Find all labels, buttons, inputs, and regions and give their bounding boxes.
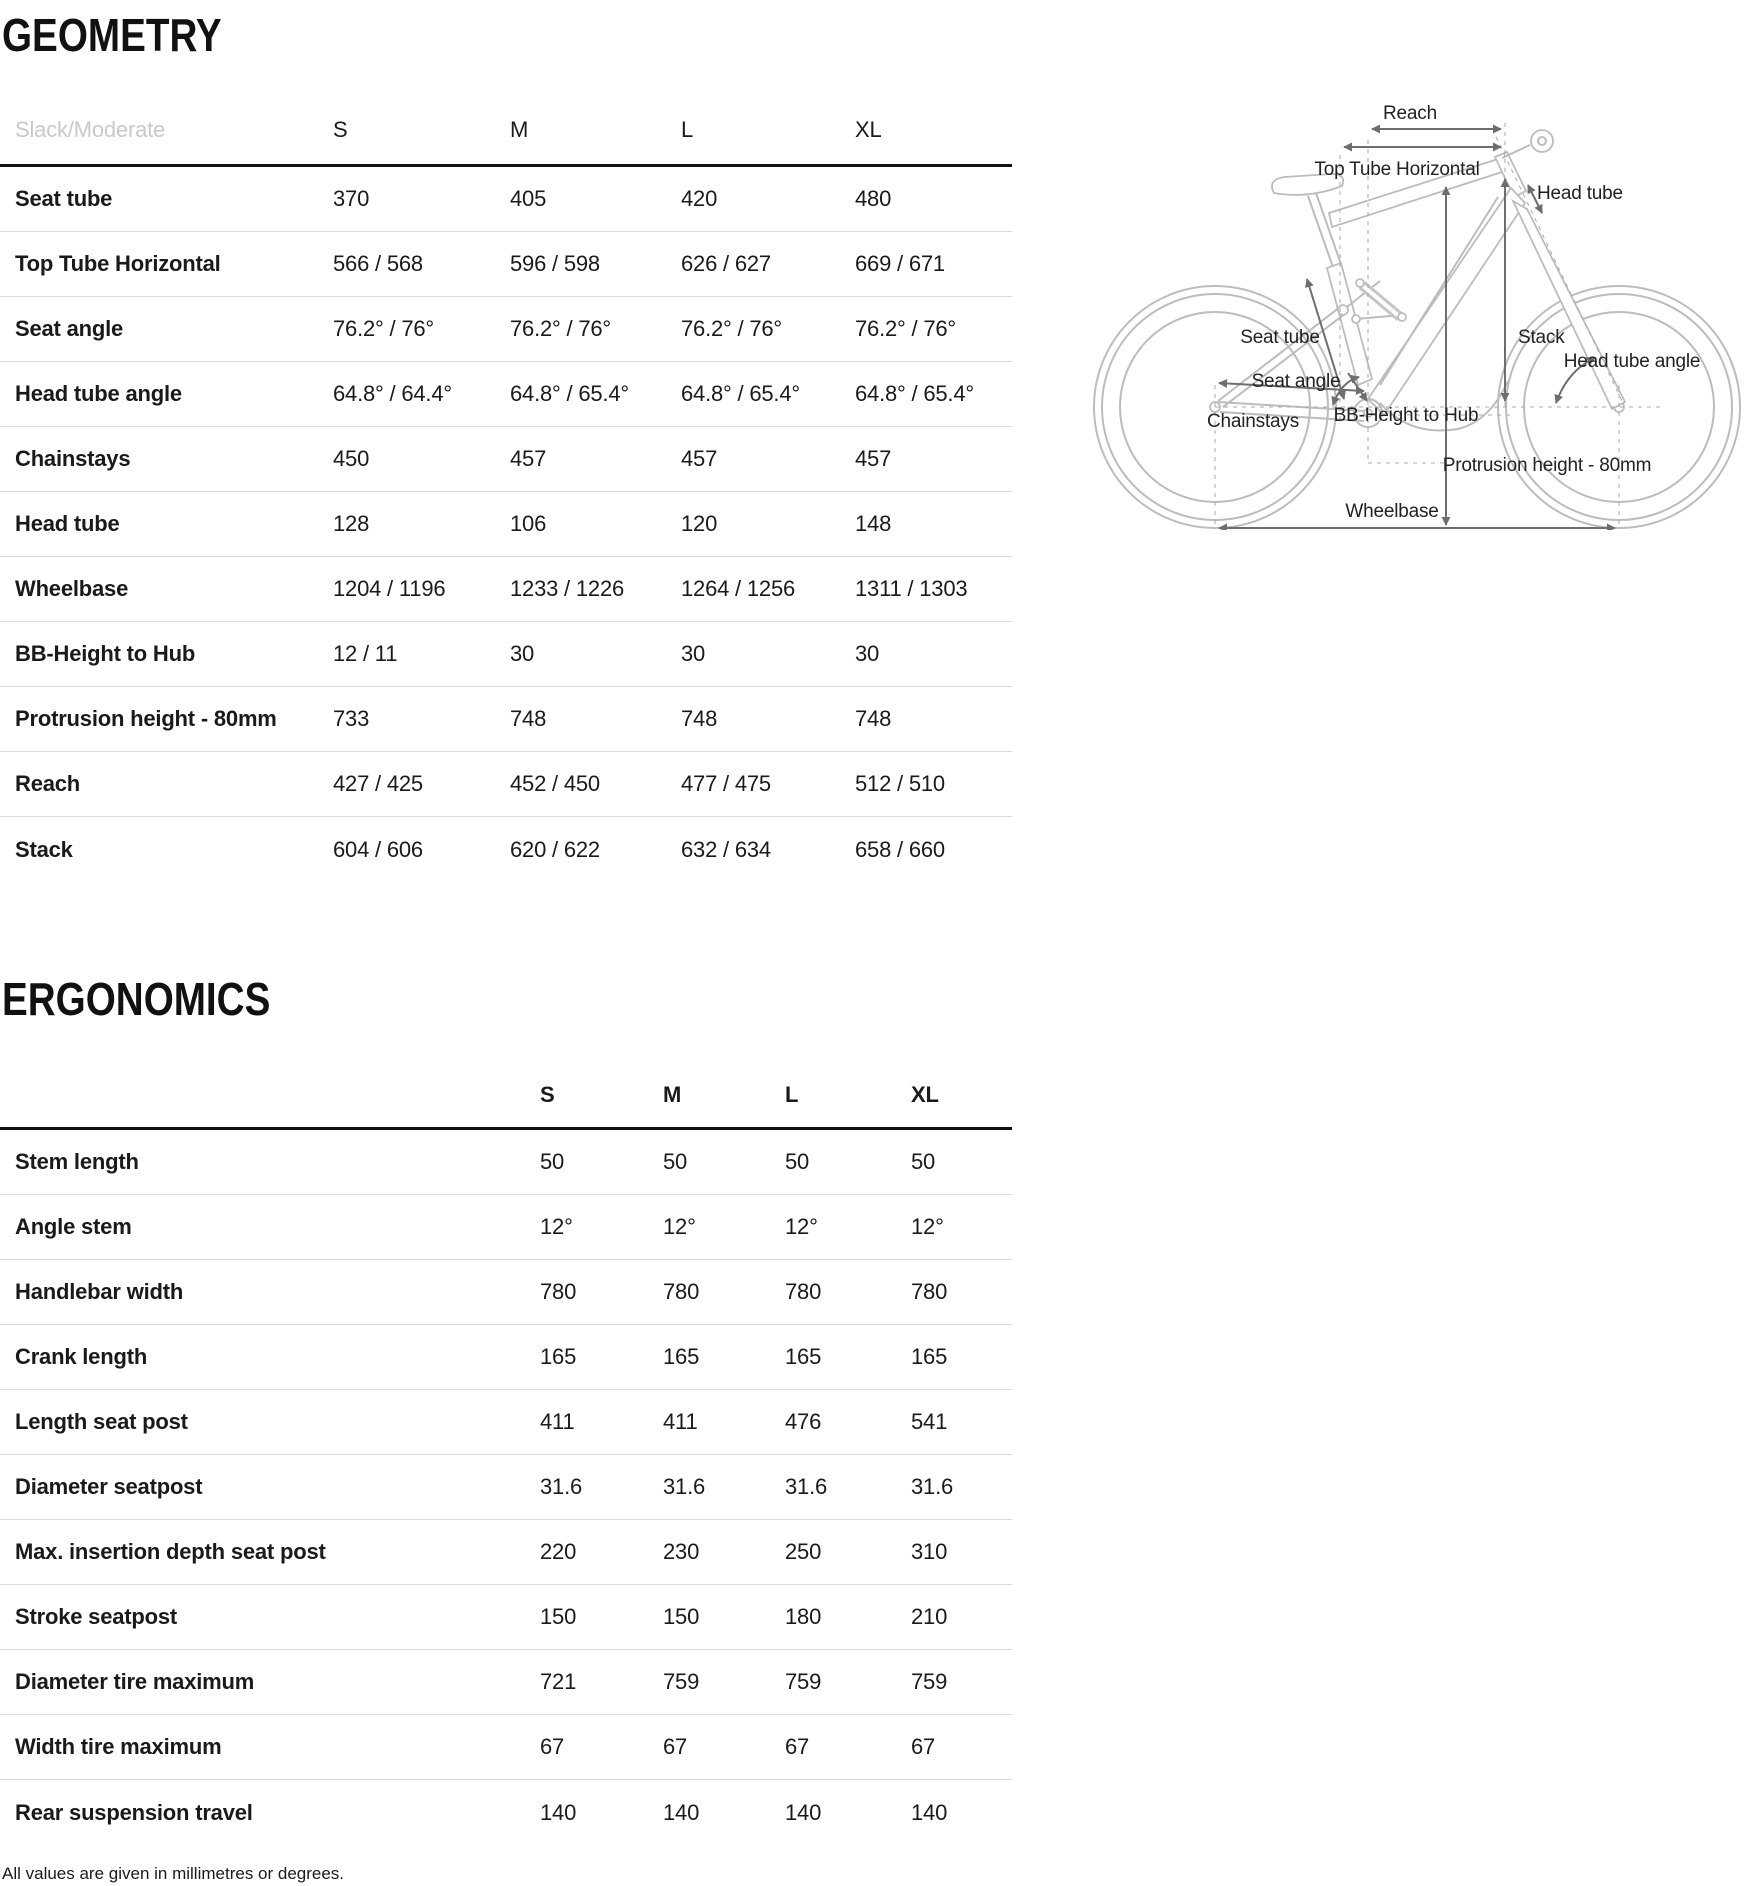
- geometry-section-title: GEOMETRY: [2, 9, 222, 61]
- ergonomics-table: [0, 1062, 1012, 1845]
- row-value-l: 140: [785, 1799, 822, 1825]
- units-footnote: All values are given in millimetres or degrees.: [2, 1864, 345, 1883]
- row-label: Stem length: [15, 1149, 139, 1174]
- row-label: Angle stem: [15, 1214, 132, 1239]
- row-value-l: 120: [681, 511, 718, 536]
- row-value-m: 452 / 450: [510, 771, 600, 796]
- row-value-xl: 50: [911, 1149, 936, 1174]
- row-value-xl: 457: [855, 446, 892, 471]
- row-value-xl: 140: [911, 1799, 948, 1825]
- row-label: Head tube: [15, 511, 120, 536]
- row-label: Crank length: [15, 1344, 148, 1369]
- table-row: [0, 492, 1012, 557]
- row-value-m: 230: [663, 1539, 700, 1564]
- row-value-xl: 31.6: [911, 1474, 954, 1499]
- row-value-m: 30: [510, 641, 535, 666]
- row-label: Width tire maximum: [15, 1734, 222, 1759]
- row-value-s: 370: [333, 186, 370, 211]
- row-label: Wheelbase: [15, 576, 129, 601]
- row-value-l: 165: [785, 1344, 822, 1369]
- table-row: [0, 1455, 1012, 1520]
- row-value-l: 477 / 475: [681, 771, 771, 796]
- row-value-l: 476: [785, 1409, 822, 1434]
- row-value-xl: 165: [911, 1344, 948, 1369]
- table-row: [0, 427, 1012, 492]
- row-value-s: 780: [540, 1279, 577, 1304]
- table-row: [0, 1325, 1012, 1390]
- row-value-xl: 780: [911, 1279, 948, 1304]
- table-row: [0, 687, 1012, 752]
- chainstays-label: Chainstays: [1207, 411, 1299, 432]
- row-value-l: 748: [681, 706, 718, 731]
- row-value-s: 31.6: [540, 1474, 583, 1499]
- wheelbase-label: Wheelbase: [1345, 501, 1439, 522]
- row-value-m: 150: [663, 1604, 700, 1629]
- row-value-l: 420: [681, 186, 718, 211]
- table-row: [0, 1585, 1012, 1650]
- row-value-s: 140: [540, 1799, 577, 1825]
- row-value-m: 12°: [663, 1214, 696, 1239]
- row-label: Rear suspension travel: [15, 1799, 253, 1825]
- row-value-l: 180: [785, 1604, 822, 1629]
- table-row: [0, 1520, 1012, 1585]
- row-value-m: 620 / 622: [510, 836, 600, 862]
- row-value-l: 12°: [785, 1214, 818, 1239]
- row-value-m: 780: [663, 1279, 700, 1304]
- row-value-m: 457: [510, 446, 547, 471]
- row-value-m: 165: [663, 1344, 700, 1369]
- table-row: [0, 817, 1012, 882]
- row-value-xl: 748: [855, 706, 892, 731]
- row-value-m: 64.8° / 65.4°: [510, 381, 629, 406]
- row-value-s: 165: [540, 1344, 577, 1369]
- row-value-s: 450: [333, 446, 370, 471]
- row-value-xl: 64.8° / 65.4°: [855, 381, 974, 406]
- row-value-s: 566 / 568: [333, 251, 423, 276]
- handlebar-grip: [1531, 130, 1553, 152]
- row-label: Seat angle: [15, 316, 124, 341]
- column-header-s: S: [540, 1081, 555, 1107]
- row-value-s: 220: [540, 1539, 577, 1564]
- row-value-s: 733: [333, 706, 370, 731]
- row-label: Reach: [15, 771, 81, 796]
- column-header-xl: XL: [855, 116, 882, 142]
- row-value-s: 604 / 606: [333, 836, 423, 862]
- row-value-s: 64.8° / 64.4°: [333, 381, 452, 406]
- row-label: Diameter tire maximum: [15, 1669, 255, 1694]
- row-value-xl: 310: [911, 1539, 948, 1564]
- row-value-s: 150: [540, 1604, 577, 1629]
- bike-geometry-diagram: [1050, 85, 1764, 530]
- table-row: [0, 167, 1012, 232]
- row-label: Chainstays: [15, 446, 131, 471]
- row-value-l: 457: [681, 446, 718, 471]
- row-value-m: 67: [663, 1734, 688, 1759]
- column-header-xl: XL: [911, 1081, 939, 1107]
- ergonomics-table-header: [0, 1062, 1012, 1130]
- row-value-xl: 512 / 510: [855, 771, 945, 796]
- row-value-xl: 12°: [911, 1214, 944, 1239]
- table-row: [0, 1195, 1012, 1260]
- row-label: Max. insertion depth seat post: [15, 1539, 326, 1564]
- row-value-l: 31.6: [785, 1474, 828, 1499]
- row-value-l: 250: [785, 1539, 822, 1564]
- row-value-m: 759: [663, 1669, 700, 1694]
- row-value-s: 411: [540, 1409, 575, 1434]
- row-value-l: 76.2° / 76°: [681, 316, 783, 341]
- stack-label: Stack: [1518, 327, 1565, 348]
- column-header-l: L: [785, 1081, 799, 1107]
- row-value-m: 1233 / 1226: [510, 576, 625, 601]
- row-value-l: 780: [785, 1279, 822, 1304]
- row-label: Protrusion height - 80mm: [15, 706, 277, 731]
- row-value-xl: 759: [911, 1669, 948, 1694]
- seat-tube-label: Seat tube: [1240, 327, 1320, 348]
- column-header-m: M: [510, 116, 529, 142]
- row-value-m: 405: [510, 186, 547, 211]
- row-label: Stack: [15, 836, 73, 862]
- table-row: [0, 1715, 1012, 1780]
- row-value-m: 411: [663, 1409, 698, 1434]
- column-header-l: L: [681, 116, 694, 142]
- table-row: [0, 1650, 1012, 1715]
- row-value-xl: 148: [855, 511, 892, 536]
- row-value-l: 626 / 627: [681, 251, 771, 276]
- row-value-l: 632 / 634: [681, 836, 771, 862]
- row-value-s: 1204 / 1196: [333, 576, 446, 601]
- table-row: [0, 557, 1012, 622]
- seat-angle-label: Seat angle: [1251, 371, 1341, 392]
- row-value-m: 31.6: [663, 1474, 706, 1499]
- geometry-table: [0, 95, 1012, 882]
- table-row: [0, 622, 1012, 687]
- table-corner-label: Slack/Moderate: [15, 116, 166, 142]
- table-row: [0, 1390, 1012, 1455]
- row-value-s: 427 / 425: [333, 771, 423, 796]
- row-value-s: 128: [333, 511, 370, 536]
- head-tube-label: Head tube: [1537, 183, 1623, 204]
- bb-height-to-hub-label: BB-Height to Hub: [1333, 405, 1479, 426]
- row-label: Head tube angle: [15, 381, 182, 406]
- table-row: [0, 297, 1012, 362]
- row-label: Length seat post: [15, 1409, 188, 1434]
- row-label: Seat tube: [15, 186, 113, 211]
- row-label: Stroke seatpost: [15, 1604, 178, 1629]
- table-row: [0, 1260, 1012, 1325]
- top-tube-horizontal-label: Top Tube Horizontal: [1314, 159, 1480, 180]
- table-row: [0, 752, 1012, 817]
- row-value-xl: 76.2° / 76°: [855, 316, 957, 341]
- row-value-m: 596 / 598: [510, 251, 600, 276]
- row-value-xl: 669 / 671: [855, 251, 945, 276]
- row-value-s: 67: [540, 1734, 565, 1759]
- row-label: Diameter seatpost: [15, 1474, 203, 1499]
- column-header-s: S: [333, 116, 348, 142]
- row-value-s: 12°: [540, 1214, 573, 1239]
- row-value-l: 1264 / 1256: [681, 576, 796, 601]
- row-label: Handlebar width: [15, 1279, 184, 1304]
- row-value-xl: 210: [911, 1604, 948, 1629]
- column-header-m: M: [663, 1081, 682, 1107]
- row-value-s: 12 / 11: [333, 641, 398, 666]
- row-value-m: 106: [510, 511, 547, 536]
- protrusion-height-label: Protrusion height - 80mm: [1442, 455, 1652, 476]
- ergonomics-section-title: ERGONOMICS: [2, 973, 271, 1025]
- reach-label: Reach: [1383, 103, 1437, 124]
- row-value-l: 50: [785, 1149, 810, 1174]
- table-row: [0, 362, 1012, 427]
- head-tube-angle-label: Head tube angle: [1563, 351, 1701, 372]
- row-value-s: 50: [540, 1149, 565, 1174]
- row-value-s: 76.2° / 76°: [333, 316, 435, 341]
- row-value-xl: 480: [855, 186, 892, 211]
- row-value-m: 76.2° / 76°: [510, 316, 612, 341]
- row-value-xl: 658 / 660: [855, 836, 945, 862]
- row-value-m: 140: [663, 1799, 700, 1825]
- row-value-xl: 67: [911, 1734, 936, 1759]
- row-value-xl: 541: [911, 1409, 948, 1434]
- row-value-s: 721: [540, 1669, 577, 1694]
- row-value-xl: 30: [855, 641, 880, 666]
- row-value-m: 50: [663, 1149, 688, 1174]
- table-row: [0, 1130, 1012, 1195]
- row-label: Top Tube Horizontal: [15, 251, 221, 276]
- row-label: BB-Height to Hub: [15, 641, 196, 666]
- row-value-l: 67: [785, 1734, 810, 1759]
- geometry-table-header: [0, 95, 1012, 167]
- row-value-xl: 1311 / 1303: [855, 576, 968, 601]
- row-value-l: 64.8° / 65.4°: [681, 381, 800, 406]
- row-value-l: 759: [785, 1669, 822, 1694]
- row-value-m: 748: [510, 706, 547, 731]
- row-value-l: 30: [681, 641, 706, 666]
- table-row: [0, 232, 1012, 297]
- table-row: [0, 1780, 1012, 1845]
